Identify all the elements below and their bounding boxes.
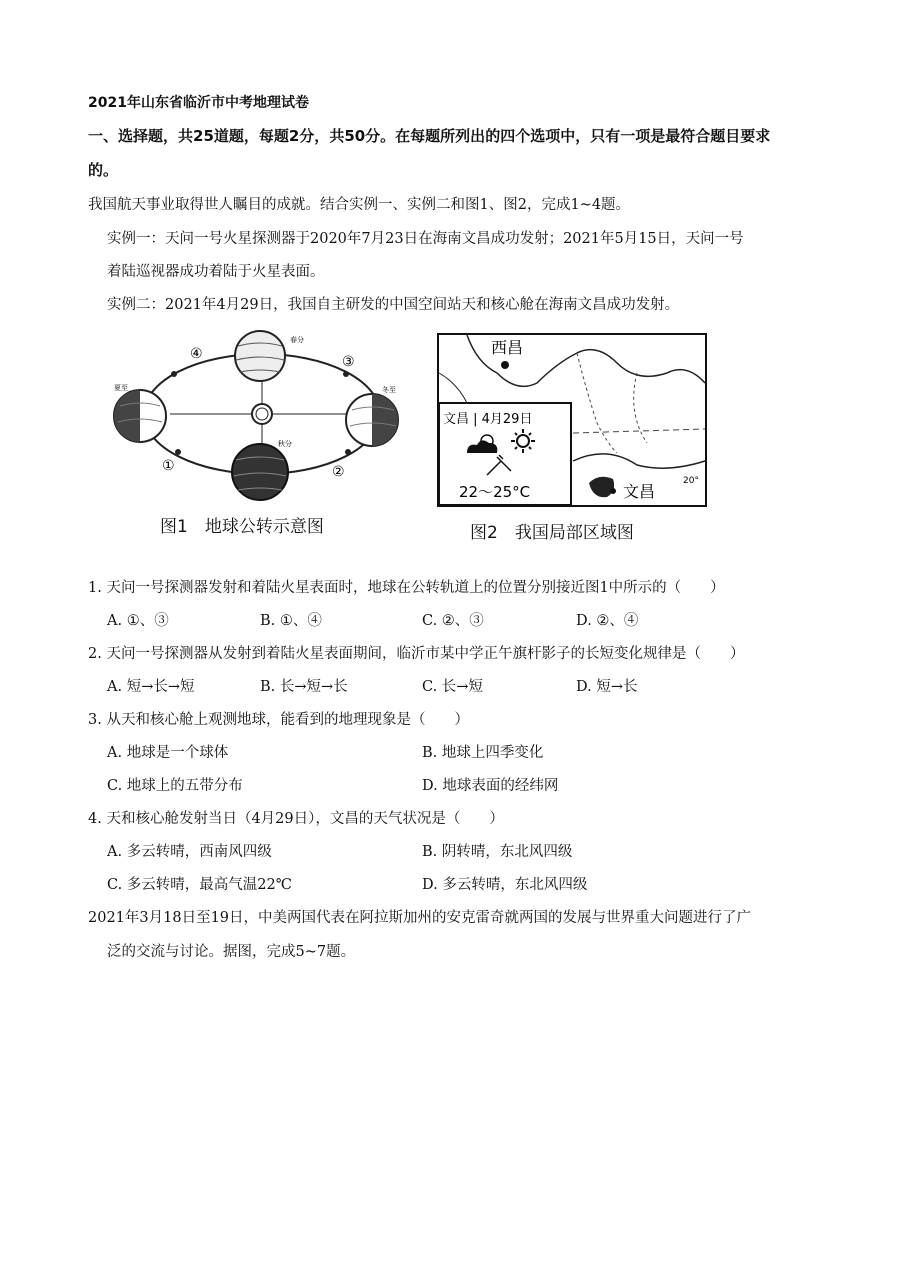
section-heading-line1: 一、选择题，共25道题，每题2分，共50分。在每题所列出的四个选项中，只有一项是最符合题目要求 xyxy=(88,127,771,145)
example1-line1: 实例一：天问一号火星探测器于2020年7月23日在海南文昌成功发射；2021年5月15日，天问一号 xyxy=(107,231,744,247)
q1-option-d: D. ②、④ xyxy=(576,613,639,629)
q1-option-b: B. ①、④ xyxy=(260,613,322,629)
intro-text: 我国航天事业取得世人瞩目的成就。结合实例一、实例二和图1、图2，完成1~4题。 xyxy=(88,197,631,213)
passage2-line1: 2021年3月18日至19日，中美两国代表在阿拉斯加州的安克雷奇就两国的发展与世界重大问题进行了广 xyxy=(88,910,752,926)
figure2-regional-map xyxy=(437,333,707,507)
question-2-stem: 2. 天问一号探测器从发射到着陆火星表面期间，临沂市某中学正午旗杆影子的长短变化规律是（ ） xyxy=(88,646,745,662)
fig1-label-2: ② xyxy=(332,464,345,480)
latitude-label: 20° xyxy=(683,476,699,486)
fig1-label-chunfen: 春分 xyxy=(290,336,304,344)
q2-option-c: C. 长→短 xyxy=(422,679,483,695)
section-heading-line2: 的。 xyxy=(88,161,119,179)
question-4-stem: 4. 天和核心舱发射当日（4月29日），文昌的天气状况是（ ） xyxy=(88,811,504,827)
q1-option-c: C. ②、③ xyxy=(422,613,484,629)
figure1-earth-orbit-diagram xyxy=(110,330,420,510)
q2-option-d: D. 短→长 xyxy=(576,679,638,695)
figure2-caption: 图2 我国局部区域图 xyxy=(470,523,634,543)
example1-line2: 着陆巡视器成功着陆于火星表面。 xyxy=(107,264,325,280)
q2-option-b: B. 长→短→长 xyxy=(260,679,348,695)
fig1-label-1: ① xyxy=(162,458,175,474)
fig1-label-4: ④ xyxy=(190,346,203,362)
q1-option-a: A. ①、③ xyxy=(107,613,169,629)
q2-option-a: A. 短→长→短 xyxy=(107,679,195,695)
q4-option-a: A. 多云转晴，西南风四级 xyxy=(107,844,272,860)
exam-title: 2021年山东省临沂市中考地理试卷 xyxy=(88,95,309,111)
q3-option-c: C. 地球上的五带分布 xyxy=(107,778,243,794)
q4-option-d: D. 多云转晴，东北风四级 xyxy=(422,877,588,893)
fig1-label-dongzhi: 冬至 xyxy=(382,386,396,394)
q4-option-b: B. 阴转晴，东北风四级 xyxy=(422,844,573,860)
q3-option-b: B. 地球上四季变化 xyxy=(422,745,544,761)
weather-title: 文昌 | 4月29日 xyxy=(443,412,533,427)
question-3-stem: 3. 从天和核心舱上观测地球，能看到的地理现象是（ ） xyxy=(88,712,469,728)
earth-top-icon xyxy=(235,331,285,381)
earth-left-icon xyxy=(114,390,166,442)
weather-temp: 22～25°C xyxy=(459,483,531,501)
city-wenchang: 文昌 xyxy=(623,482,656,501)
earth-bottom-icon xyxy=(232,444,288,500)
example2-text: 实例二：2021年4月29日，我国自主研发的中国空间站天和核心舱在海南文昌成功发射。 xyxy=(107,297,680,313)
fig1-label-qiufen: 秋分 xyxy=(278,440,292,448)
earth-right-icon xyxy=(346,394,398,446)
q4-option-c: C. 多云转晴，最高气温22℃ xyxy=(107,877,292,893)
fig1-label-xiazhi: 夏至 xyxy=(114,384,128,392)
passage2-line2: 泛的交流与讨论。据图，完成5~7题。 xyxy=(107,944,356,960)
q3-option-d: D. 地球表面的经纬网 xyxy=(422,778,559,794)
q3-option-a: A. 地球是一个球体 xyxy=(107,745,229,761)
question-1-stem: 1. 天问一号探测器发射和着陆火星表面时，地球在公转轨道上的位置分别接近图1中所示的（ ） xyxy=(88,580,725,596)
city-xichang: 西昌 xyxy=(491,338,524,357)
figure1-caption: 图1 地球公转示意图 xyxy=(160,517,324,537)
fig1-label-3: ③ xyxy=(342,354,355,370)
